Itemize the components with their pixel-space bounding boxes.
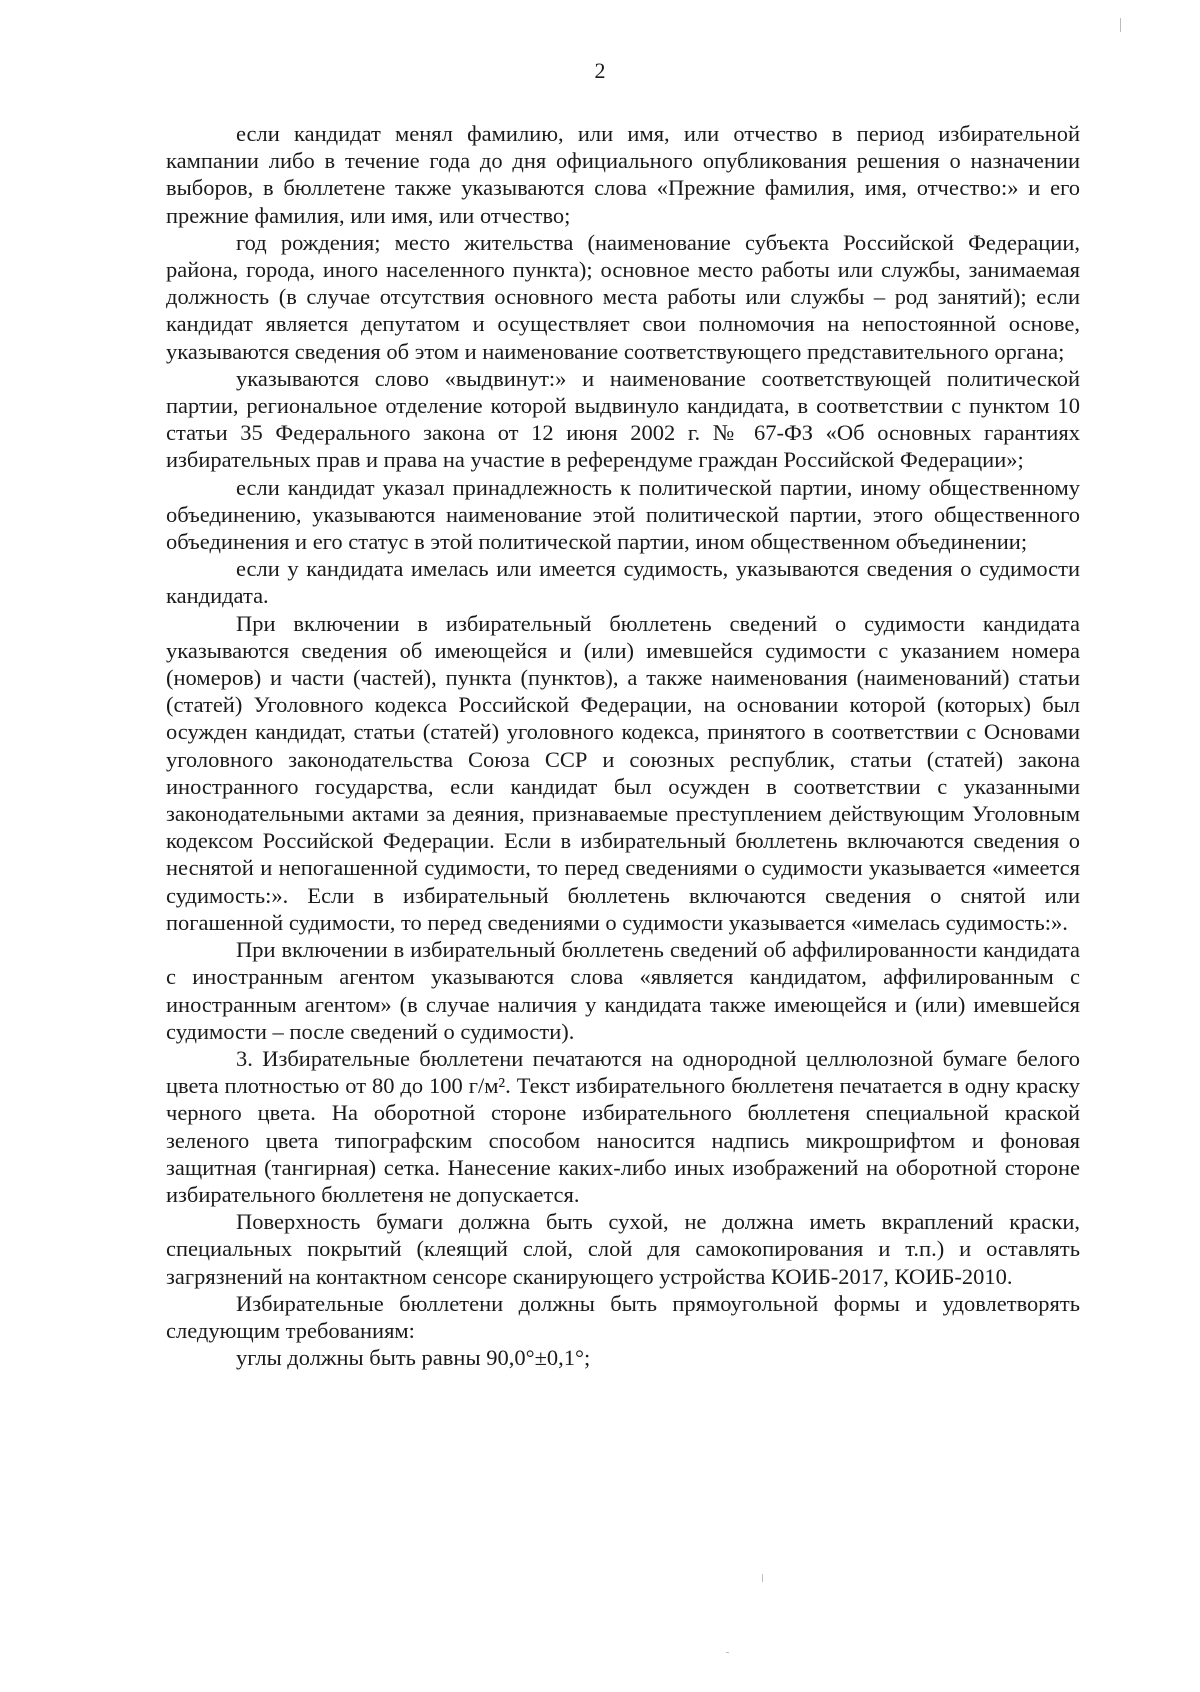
paragraph-ballot-shape: Избирательные бюллетени должны быть прямоугольной формы и удовлетворять следующим требованиям: bbox=[166, 1290, 1080, 1343]
paragraph-paper-surface: Поверхность бумаги должна быть сухой, не должна иметь вкраплений краски, специальных покрытий (клеящий слой, слой для самокопирования и т.п.) и оставлять загрязнений на контактном сенсоре сканирующего устройства КОИБ-2017, КОИБ-2010. bbox=[166, 1209, 1080, 1289]
paragraph-corner-angles: углы должны быть равны 90,0°±0,1°; bbox=[236, 1345, 591, 1371]
paragraph-nominated-by-party: указываются слово «выдвинут:» и наименование соответствующей политической партии, региональное отделение которой выдвинуло кандидата, в соответствии с пунктом 10 статьи 35 Федерального закона от 12 июня 2002 г. № 67-ФЗ «Об основных гарантиях избирательных прав и права на участие в референдуме граждан Российской Федерации»; bbox=[166, 365, 1080, 473]
scan-artifact bbox=[726, 1652, 729, 1653]
page-number: 2 bbox=[594, 58, 606, 83]
paragraph-party-affiliation: если кандидат указал принадлежность к политической партии, иному общественному объединению, указываются наименование этой политической партии, этого общественного объединения и его статус в этой политической партии, ином общественном объединении; bbox=[166, 474, 1080, 555]
paragraph-foreign-agent-affiliation: При включении в избирательный бюллетень сведений об аффилированности кандидата с иностранным агентом указываются слова «является кандидатом, аффилированным с иностранным агентом» (в случае наличия у кандидата также имеющейся и (или) имевшейся судимости – после сведений о судимости). bbox=[166, 937, 1080, 1044]
document-body bbox=[166, 120, 1080, 1371]
scan-artifact bbox=[762, 1574, 763, 1582]
paragraph-criminal-record: если у кандидата имелась или имеется судимость, указываются сведения о судимости кандидата. bbox=[166, 556, 1080, 609]
paragraph-birth-residence-work: год рождения; место жительства (наименование субъекта Российской Федерации, района, города, иного населенного пункта); основное место работы или службы, занимаемая должность (в случае отсутствия основного места работы или службы – род занятий); если кандидат является депутатом и осуществляет свои полномочия на непостоянной основе, указываются сведения об этом и наименование соответствующего представительного органа; bbox=[166, 229, 1080, 364]
paragraph-former-names: если кандидат менял фамилию, или имя, или отчество в период избирательной кампании либо в течение года до дня официального опубликования решения о назначении выборов, в бюллетене также указываются слова «Прежние фамилия, имя, отчество:» и его прежние фамилия, или имя, или отчество; bbox=[166, 121, 1080, 228]
paragraph-ballot-paper-printing: 3. Избирательные бюллетени печатаются на однородной целлюлозной бумаге белого цвета плотностью от 80 до 100 г/м². Текст избирательного бюллетеня печатается в одну краску черного цвета. На оборотной стороне избирательного бюллетеня специальной краской зеленого цвета типографским способом наносится надпись микрошрифтом и фоновая защитная (тангирная) сетка. Нанесение каких-либо иных изображений на оборотной стороне избирательного бюллетеня не допускается. bbox=[166, 1045, 1080, 1207]
scan-artifact bbox=[1120, 18, 1121, 32]
paragraph-criminal-record-details: При включении в избирательный бюллетень сведений о судимости кандидата указываются сведения об имеющейся и (или) имевшейся судимости с указанием номера (номеров) и части (частей), пункта (пунктов), а также наименования (наименований) статьи (статей) Уголовного кодекса Российской Федерации, на основании которой (которых) был осужден кандидат, статьи (статей) уголовного кодекса, принятого в соответствии с Основами уголовного законодательства Союза ССР и союзных республик, статьи (статей) закона иностранного государства, если кандидат был осужден в соответствии с указанными законодательными актами за деяния, признаваемые преступлением действующим Уголовным кодексом Российской Федерации. Если в избирательный бюллетень включаются сведения о неснятой и непогашенной судимости, то перед сведениями о судимости указывается «имеется судимость:». Если в избирательный бюллетень включаются сведения о снятой или погашенной судимости, то перед сведениями о судимости указывается «имелась судимость:». bbox=[166, 610, 1080, 935]
